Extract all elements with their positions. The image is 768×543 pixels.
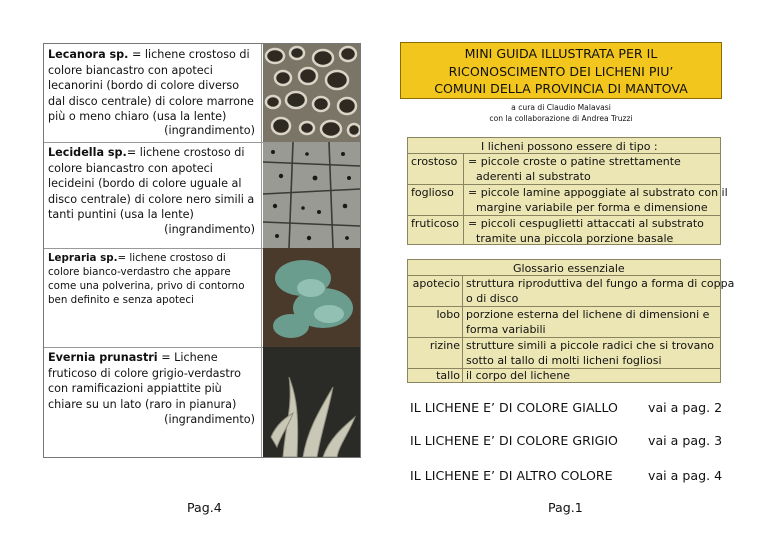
species-description-cell xyxy=(44,142,262,248)
species-name: Lecidella sp. xyxy=(48,146,127,159)
species-description: = Lichene fruticoso di colore grigio-verdastro con ramificazioni appiattite più chiare su un lato (raro in pianura) xyxy=(48,351,241,411)
glossary-term-apotecio: apotecio xyxy=(412,277,460,290)
lecidella-photo xyxy=(263,142,360,248)
glossary-definition: strutture simili a piccole radici che si trovano xyxy=(466,339,715,352)
credit-author: a cura di Claudio Malavasi xyxy=(511,103,611,112)
type-term-foglioso: foglioso xyxy=(411,186,454,199)
species-description: = lichene crostoso di colore bianco-verdastro che appare come una polverina, privo di contorno ben definito e senza apoteci xyxy=(48,252,245,306)
type-definition-cont: aderenti al substrato xyxy=(476,170,591,183)
magnification-note: (ingrandimento) xyxy=(164,124,255,137)
species-description-cell xyxy=(44,347,262,457)
title-line-2: RICONOSCIMENTO DEI LICHENI PIU’ xyxy=(448,63,674,79)
species-description-cell xyxy=(44,44,262,142)
species-row-lecanora xyxy=(44,44,360,143)
glossary-heading: Glossario essenziale xyxy=(513,262,625,275)
magnification-note: (ingrandimento) xyxy=(164,413,255,426)
species-description-cell xyxy=(44,248,262,347)
type-definition-cont: tramite una piccola porzione basale xyxy=(476,232,674,245)
type-term-crostoso: crostoso xyxy=(411,155,458,168)
glossary-definition: struttura riproduttiva del fungo a forma di coppa xyxy=(466,277,735,290)
nav-yellow-label: IL LICHENE E’ DI COLORE GIALLO xyxy=(410,400,618,415)
title-line-1: MINI GUIDA ILLUSTRATA PER IL xyxy=(464,46,658,61)
type-definition: = piccoli cespuglietti attaccati al substrato xyxy=(468,217,704,230)
right-page-number: Pag.1 xyxy=(548,500,583,515)
left-page-number: Pag.4 xyxy=(187,500,222,515)
nav-other-label: IL LICHENE E’ DI ALTRO COLORE xyxy=(410,468,613,483)
glossary-term-tallo: tallo xyxy=(436,369,460,382)
glossary-definition-cont: o di disco xyxy=(466,292,519,305)
type-definition: = piccole croste o patine strettamente xyxy=(468,155,681,168)
guide-title-box xyxy=(400,42,722,99)
glossary-definition-cont: forma variabili xyxy=(466,323,546,336)
nav-other-link[interactable]: vai a pag. 4 xyxy=(648,468,723,483)
lecanora-photo xyxy=(263,44,360,142)
type-definition: = piccole lamine appoggiate al substrato con il xyxy=(468,186,728,199)
lichen-types-box xyxy=(407,137,728,245)
species-row-lecidella xyxy=(44,142,360,249)
nav-grey-label: IL LICHENE E’ DI COLORE GRIGIO xyxy=(410,433,618,448)
glossary-term-rizine: rizine xyxy=(429,339,460,352)
credit-collaborator: con la collaborazione di Andrea Truzzi xyxy=(489,114,633,123)
type-term-fruticoso: fruticoso xyxy=(411,217,459,230)
glossary-definition-cont: sotto al tallo di molti licheni fogliosi xyxy=(466,354,662,367)
nav-grey-link[interactable]: vai a pag. 3 xyxy=(648,433,723,448)
species-name: Lecanora sp. xyxy=(48,48,129,61)
species-table xyxy=(43,43,361,458)
species-description: = lichene crostoso di colore biancastro con apoteci lecanorini (bordo di colore diverso dal disco centrale) di colore marrone più o meno chiaro (usa la lente) xyxy=(48,48,254,123)
types-heading: I licheni possono essere di tipo : xyxy=(481,140,658,153)
species-row-evernia xyxy=(44,347,360,457)
species-name: Lepraria sp. xyxy=(48,252,118,264)
magnification-note: (ingrandimento) xyxy=(164,223,255,236)
evernia-photo xyxy=(263,347,360,457)
glossary-definition: porzione esterna del lichene di dimensioni e xyxy=(466,308,710,321)
title-line-3: COMUNI DELLA PROVINCIA DI MANTOVA xyxy=(434,81,688,96)
glossary-definition: il corpo del lichene xyxy=(466,369,571,382)
species-description: = lichene crostoso di colore biancastro con apoteci lecideini (bordo di colore uguale al disco centrale) di colore nero simili a tanti puntini (usa la lente) xyxy=(48,146,255,221)
lepraria-photo xyxy=(263,248,360,347)
species-name: Evernia prunastri xyxy=(48,351,158,364)
glossary-box xyxy=(407,259,735,383)
nav-yellow-link[interactable]: vai a pag. 2 xyxy=(648,400,723,415)
glossary-term-lobo: lobo xyxy=(436,308,460,321)
type-definition-cont: margine variabile per forma e dimensione xyxy=(476,201,708,214)
species-row-lepraria xyxy=(44,248,360,348)
